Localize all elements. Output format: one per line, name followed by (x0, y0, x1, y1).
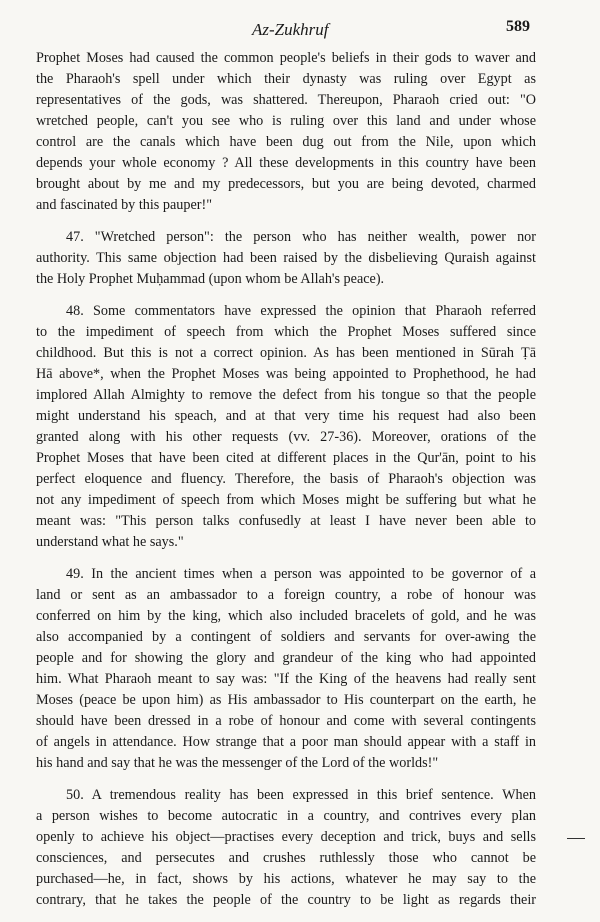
note-47 (36, 227, 536, 290)
text-line: depends your whole economy ? All these developments in this country have been (36, 155, 536, 171)
note-48 (36, 301, 536, 553)
text-line: the Holy Prophet Muḥammad (upon whom be Allah's peace). (36, 271, 385, 287)
page-number: 589 (506, 18, 530, 35)
text-line: and fascinated by this pauper!" (36, 197, 212, 213)
text-line: should have been dressed in a robe of honour and come with several contingents (36, 713, 536, 729)
text-line: 50. A tremendous reality has been expressed in this brief sentence. When (66, 787, 536, 803)
page-header (36, 14, 536, 48)
text-line: granted along with his other requests (vv. 27-36). Moreover, orations of the (36, 429, 536, 445)
text-line: the Pharaoh's spell under which their dynasty was ruling over Egypt as (36, 71, 536, 87)
text-line: control are the canals which have been dug out from the Nile, upon which (36, 134, 536, 150)
text-line: to the impediment of speech from which the Prophet Moses suffered since (36, 324, 536, 340)
text-line: conferred on him by the king, which also included bracelets of gold, and he was (36, 608, 536, 624)
text-line: perfect eloquence and fluency. Therefore, the basis of Pharaoh's objection was (36, 471, 536, 487)
text-line: meant was: "This person talks confusedly at least I have never been able to (36, 513, 536, 529)
text-line: openly to achieve his object—practises every deception and trick, buys and sells (36, 829, 536, 845)
text-line: wretched people, can't you see who is ruling over this land and under whose (36, 113, 536, 129)
text-line: representatives of the gods, was shattered. Thereupon, Pharaoh cried out: "O (36, 92, 536, 108)
text-line: a person wishes to become autocratic in a country, and contrives every plan (36, 808, 536, 824)
text-line: of angels in attendance. How strange that a poor man should appear with a staff in (36, 734, 536, 750)
text-line: his hand and say that he was the messenger of the Lord of the worlds!" (36, 755, 439, 771)
text-line: Prophet Moses had caused the common people's beliefs in their gods to waver and (36, 50, 536, 66)
text-line: people and for showing the glory and grandeur of the king who had appointed (36, 650, 536, 666)
text-line: brought about by me and my predecessors, but you are being devoted, charmed (36, 176, 536, 192)
note-49 (36, 564, 536, 774)
text-line: implored Allah Almighty to remove the defect from his tongue so that the people (36, 387, 536, 403)
text-line: understand what he says." (36, 534, 184, 550)
text-line: 47. "Wretched person": the person who has neither wealth, power nor (66, 229, 536, 245)
text-line: him. What Pharaoh meant to say was: "If the King of the heavens had really sent (36, 671, 536, 687)
text-line: also accompanied by a contingent of soldiers and servants for over-awing the (36, 629, 536, 645)
text-line: Prophet Moses that have been cited at different places in the Qur'ān, point to his (36, 450, 536, 466)
text-line: Moses (peace be upon him) as His ambassador to His counterpart on the earth, he (36, 692, 536, 708)
text-line: contrary, that he takes the people of the country to be light as regards their (36, 892, 536, 908)
body-text (36, 48, 536, 911)
note-50 (36, 785, 536, 911)
text-line: not any impediment of speech from which Moses might be suffering but what he (36, 492, 536, 508)
text-line: consciences, and persecutes and crushes ruthlessly those who cannot be (36, 850, 536, 866)
text-line: purchased—he, in fact, shows by his actions, whatever he may say to the (36, 871, 536, 887)
text-line: might understand his speach, and at that very time his request had also been (36, 408, 536, 424)
paragraph-continuation (36, 48, 536, 216)
page (36, 14, 536, 922)
running-title: Az-Zukhruf (252, 20, 329, 39)
footer-rule (567, 838, 585, 839)
text-line: childhood. But this is not a correct opinion. As has been mentioned in Sūrah Ṭā (36, 345, 536, 361)
text-line: authority. This same objection had been raised by the disbelieving Quraish against (36, 250, 536, 266)
text-line: 48. Some commentators have expressed the opinion that Pharaoh referred (66, 303, 536, 319)
text-line: 49. In the ancient times when a person was appointed to be governor of a (66, 566, 536, 582)
text-line: land or sent as an ambassador to a foreign country, a robe of honour was (36, 587, 536, 603)
text-line: Hā above*, when the Prophet Moses was being appointed to Prophethood, he had (36, 366, 536, 382)
